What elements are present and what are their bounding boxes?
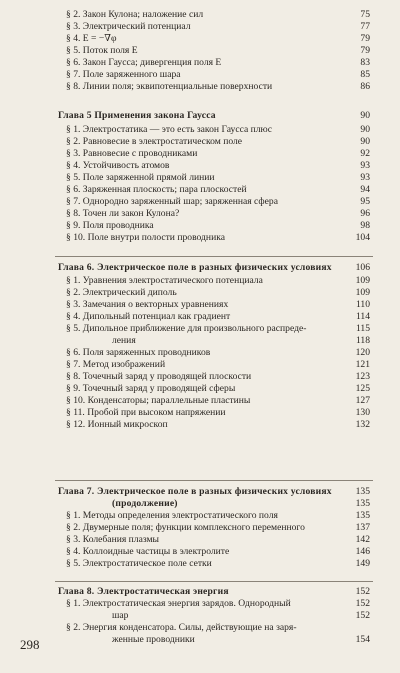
- toc-entry-title: § 1. Электростатическая энергия зарядов. Однородный: [66, 598, 291, 609]
- chapter-divider: [55, 581, 373, 582]
- toc-entry-page: 109: [355, 275, 370, 286]
- chapter-divider: [55, 256, 373, 257]
- toc-entry-page: 135: [355, 498, 370, 509]
- toc-entry-page: 125: [355, 383, 370, 394]
- toc-entry-page: 123: [355, 371, 370, 382]
- toc-entry-title: § 8. Линии поля; эквипотенциальные поверхности: [66, 81, 273, 92]
- toc-entry-page: 110: [355, 299, 370, 310]
- toc-entry-page: 79: [360, 33, 370, 44]
- toc-entry-title: § 7. Однородно заряженный шар; заряженная сфера: [66, 196, 278, 207]
- toc-entry-page: 93: [360, 160, 370, 171]
- toc-entry-page: 154: [355, 634, 370, 645]
- toc-entry-title: § 5. Поток поля E: [66, 45, 138, 56]
- toc-entry-title: § 5. Дипольное приближение для произвольного распреде-: [66, 323, 307, 334]
- toc-entry-title: § 2. Двумерные поля; функции комплексного переменного: [66, 522, 305, 533]
- toc-entry-page: 142: [355, 534, 370, 545]
- toc-entry-title: Глава 7. Электрическое поле в разных физических условиях: [58, 486, 332, 497]
- toc-entry-title: ления: [112, 335, 136, 346]
- toc-entry-title: § 4. Коллоидные частицы в электролите: [66, 546, 230, 557]
- toc-entry-title: § 12. Ионный микроскоп: [66, 419, 168, 430]
- toc-entry-title: § 10. Конденсаторы; параллельные пластины: [66, 395, 251, 406]
- toc-entry-page: 152: [355, 586, 370, 597]
- toc-entry-page: 96: [360, 208, 370, 219]
- toc-entry-page: 75: [360, 9, 370, 20]
- toc-entry-page: 152: [355, 598, 370, 609]
- toc-entry-title: § 9. Точечный заряд у проводящей сферы: [66, 383, 236, 394]
- toc-entry-title: § 3. Электрический потенциал: [66, 21, 191, 32]
- toc-entry-page: 114: [355, 311, 370, 322]
- toc-entry-page: 118: [355, 335, 370, 346]
- toc-entry-page: 90: [360, 110, 370, 121]
- toc-entry-page: 86: [360, 81, 370, 92]
- toc-entry-page: 127: [355, 395, 370, 406]
- toc-entry-page: 135: [355, 510, 370, 521]
- toc-entry-title: § 1. Уравнения электростатического потенциала: [66, 275, 263, 286]
- toc-entry-page: 121: [355, 359, 370, 370]
- toc-entry-title: § 4. Дипольный потенциал как градиент: [66, 311, 231, 322]
- toc-entry-title: § 4. Устойчивость атомов: [66, 160, 170, 171]
- toc-entry-title: § 11. Пробой при высоком напряжении: [66, 407, 226, 418]
- toc-entry-title: Глава 6. Электрическое поле в разных физических условиях: [58, 262, 332, 273]
- page-number: 298: [20, 637, 40, 652]
- toc-entry-title: § 2. Электрический диполь: [66, 287, 177, 298]
- toc-entry-page: 95: [360, 196, 370, 207]
- toc-entry-page: 94: [360, 184, 370, 195]
- toc-entry-title: § 1. Электростатика — это есть закон Гаусса плюс: [66, 124, 272, 135]
- toc-entry-title: § 4. E = −∇φ: [66, 33, 117, 44]
- toc-entry-page: 90: [360, 124, 370, 135]
- toc-entry-title: § 7. Метод изображений: [66, 359, 166, 370]
- toc-entry-title: § 2. Энергия конденсатора. Силы, действующие на заря-: [66, 622, 297, 633]
- toc-entry-title: § 6. Поля заряженных проводников: [66, 347, 211, 358]
- toc-entry-title: § 7. Поле заряженного шара: [66, 69, 181, 80]
- toc-entry-title: женные проводники: [112, 634, 195, 645]
- toc-entry-title: § 3. Равновесие с проводниками: [66, 148, 198, 159]
- toc-entry-page: 79: [360, 45, 370, 56]
- toc-entry-title: § 3. Колебания плазмы: [66, 534, 159, 545]
- toc-entry-page: 135: [355, 486, 370, 497]
- toc-entry-page: 104: [355, 232, 370, 243]
- toc-entry-title: § 5. Электростатическое поле сетки: [66, 558, 212, 569]
- toc-entry-title: § 3. Замечания о векторных уравнениях: [66, 299, 229, 310]
- toc-entry-page: 152: [355, 610, 370, 621]
- toc-entry-title: § 6. Закон Гаусса; дивергенция поля E: [66, 57, 222, 68]
- toc-entry-page: 146: [355, 546, 370, 557]
- chapter-divider: [55, 480, 373, 481]
- toc-entry-title: § 10. Поле внутри полости проводника: [66, 232, 225, 243]
- toc-entry-page: 137: [355, 522, 370, 533]
- toc-entry-title: § 9. Поля проводника: [66, 220, 154, 231]
- toc-entry-title: шар: [112, 610, 129, 621]
- toc-entry-page: 93: [360, 172, 370, 183]
- toc-entry-page: 109: [355, 287, 370, 298]
- toc-entry-title: § 2. Закон Кулона; наложение сил: [66, 9, 204, 20]
- toc-entry-title: § 8. Точен ли закон Кулона?: [66, 208, 180, 219]
- toc-entry-page: 120: [355, 347, 370, 358]
- toc-entry-title: § 2. Равновесие в электростатическом поле: [66, 136, 243, 147]
- toc-entry-page: 115: [355, 323, 370, 334]
- toc-entry-title: § 1. Методы определения электростатического поля: [66, 510, 278, 521]
- toc-entry-page: 83: [360, 57, 370, 68]
- toc-entry-title: Глава 8. Электростатическая энергия: [58, 586, 229, 597]
- toc-entry-title: Глава 5 Применения закона Гаусса: [58, 110, 216, 121]
- toc-entry-page: 130: [355, 407, 370, 418]
- toc-entry-page: 77: [360, 21, 370, 32]
- toc-entry-title: § 6. Заряженная плоскость; пара плоскостей: [66, 184, 247, 195]
- toc-entry-page: 98: [360, 220, 370, 231]
- toc-entry-title: (продолжение): [112, 498, 178, 509]
- toc-entry-page: 106: [355, 262, 370, 273]
- toc-entry-page: 85: [360, 69, 370, 80]
- toc-entry-title: § 5. Поле заряженной прямой линии: [66, 172, 215, 183]
- toc-entry-page: 92: [360, 148, 370, 159]
- toc-entry-title: § 8. Точечный заряд у проводящей плоскости: [66, 371, 252, 382]
- toc-entry-page: 90: [360, 136, 370, 147]
- toc-entry-page: 149: [355, 558, 370, 569]
- toc-entry-page: 132: [355, 419, 370, 430]
